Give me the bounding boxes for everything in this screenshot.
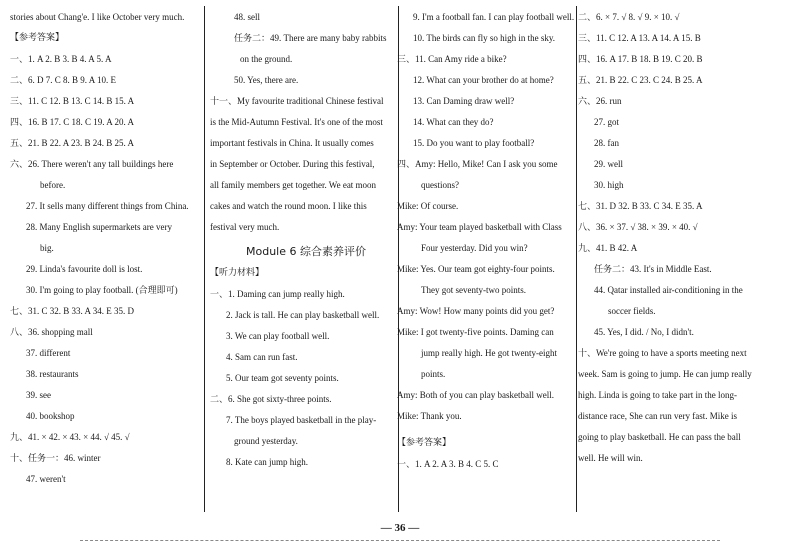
answer-line: 30. I'm going to play football. (合理即可) — [26, 285, 178, 295]
answer-line: 七、31. C 32. B 33. A 34. E 35. D — [10, 306, 135, 316]
section-header: 【参考答案】 — [397, 438, 452, 448]
answer-line: 44. Qatar installed air-conditioning in the — [594, 285, 743, 295]
listening-line: 14. What can they do? — [413, 117, 494, 127]
listening-line: 15. Do you want to play football? — [413, 138, 535, 148]
listening-line: 3. We can play football well. — [226, 331, 330, 341]
page-edge — [80, 540, 720, 542]
answer-line: 29. Linda's favourite doll is lost. — [26, 264, 143, 274]
answer-line: 八、36. shopping mall — [10, 327, 93, 337]
listening-line: 5. Our team got seventy points. — [226, 373, 339, 383]
listening-line: 8. Kate can jump high. — [226, 457, 308, 467]
listening-line: 13. Can Daming draw well? — [413, 96, 515, 106]
essay-line: important festivals in China. It usually comes — [210, 138, 374, 148]
answer-line: 40. bookshop — [26, 411, 75, 421]
dialogue-line: Amy: Both of you can play basketball well. — [397, 390, 554, 400]
listening-line: 二、6. She got sixty-three points. — [210, 394, 332, 404]
listening-line: 7. The boys played basketball in the play- — [226, 415, 377, 425]
dialogue-line: questions? — [421, 180, 459, 190]
column-divider-1 — [204, 6, 205, 512]
listening-line: 一、1. Daming can jump really high. — [210, 289, 345, 299]
dialogue-line: Amy: Wow! How many points did you get? — [397, 306, 555, 316]
answer-line: 38. restaurants — [26, 369, 79, 379]
answer-line: 三、11. C 12. B 13. C 14. B 15. A — [10, 96, 135, 106]
answer-line: 29. well — [594, 159, 623, 169]
answer-line: 三、11. C 12. A 13. A 14. A 15. B — [578, 33, 701, 43]
dialogue-line: Mike: I got twenty-five points. Daming can — [397, 327, 554, 337]
essay-line: festival very much. — [210, 222, 280, 232]
essay-line: 十一、My favourite traditional Chinese festival — [210, 96, 384, 106]
answer-line: 四、16. A 17. B 18. B 19. C 20. B — [578, 54, 703, 64]
listening-line: 9. I'm a football fan. I can play football well. — [413, 12, 575, 22]
dialogue-line: Four yesterday. Did you win? — [421, 243, 528, 253]
essay-line: well. He will win. — [578, 453, 643, 463]
answer-line: 47. weren't — [26, 474, 66, 484]
answer-line: 二、6. × 7. √ 8. √ 9. × 10. √ — [578, 12, 680, 22]
answer-line: 八、36. × 37. √ 38. × 39. × 40. √ — [578, 222, 698, 232]
answer-line: 48. sell — [234, 12, 260, 22]
section-header: 【参考答案】 — [10, 33, 65, 43]
essay-line: cakes and watch the round moon. I like this — [210, 201, 367, 211]
essay-line: high. Linda is going to take part in the long- — [578, 390, 737, 400]
essay-line: all family members get together. We eat moon — [210, 180, 377, 190]
dialogue-line: Amy: Your team played basketball with Class — [397, 222, 562, 232]
answer-line: 28. Many English supermarkets are very — [26, 222, 172, 232]
dialogue-line: Mike: Thank you. — [397, 411, 462, 421]
dialogue-line: Mike: Of course. — [397, 201, 459, 211]
essay-line: week. Sam is going to jump. He can jump really — [578, 369, 752, 379]
answer-line: 37. different — [26, 348, 71, 358]
column-3 — [397, 0, 577, 520]
answer-line: before. — [40, 180, 66, 190]
module-heading: Module 6 综合素养评价 — [246, 245, 366, 258]
essay-line: in September or October. During this festival, — [210, 159, 375, 169]
answer-line: 九、41. B 42. A — [578, 243, 638, 253]
answer-line: 一、1. A 2. A 3. B 4. C 5. C — [397, 459, 499, 469]
essay-line: is the Mid-Autumn Festival. It's one of the most — [210, 117, 383, 127]
answer-line: 27. got — [594, 117, 620, 127]
listening-line: 2. Jack is tall. He can play basketball well. — [226, 310, 380, 320]
column-2 — [210, 0, 402, 520]
listening-line: 10. The birds can fly so high in the sky. — [413, 33, 555, 43]
answer-line: 一、1. A 2. B 3. B 4. A 5. A — [10, 54, 112, 64]
listening-line: 4. Sam can run fast. — [226, 352, 298, 362]
listening-line: 三、11. Can Amy ride a bike? — [397, 54, 507, 64]
answer-line: 任务二：43. It's in Middle East. — [594, 264, 712, 274]
answer-line: 45. Yes, I did. / No, I didn't. — [594, 327, 694, 337]
dialogue-line: 四、Amy: Hello, Mike! Can I ask you some — [397, 159, 558, 169]
listening-line: 12. What can your brother do at home? — [413, 75, 554, 85]
answer-line: 任务二：49. There are many baby rabbits — [234, 33, 387, 43]
answer-line: big. — [40, 243, 54, 253]
answer-line: 30. high — [594, 180, 624, 190]
answer-line: soccer fields. — [608, 306, 656, 316]
column-1 — [10, 0, 202, 520]
answer-line: 五、21. B 22. C 23. C 24. B 25. A — [578, 75, 703, 85]
answer-line: 十、任务一：46. winter — [10, 453, 101, 463]
column-4 — [578, 0, 793, 520]
listening-line: ground yesterday. — [234, 436, 298, 446]
answer-line: 二、6. D 7. C 8. B 9. A 10. E — [10, 75, 117, 85]
essay-line: distance race, She can run very fast. Mike is — [578, 411, 737, 421]
dialogue-line: They got seventy-two points. — [421, 285, 526, 295]
answer-line: 四、16. B 17. C 18. C 19. A 20. A — [10, 117, 135, 127]
answer-line: 九、41. × 42. × 43. × 44. √ 45. √ — [10, 432, 130, 442]
page-number: — 36 — — [380, 522, 420, 534]
answer-line: 27. It sells many different things from China. — [26, 201, 189, 211]
answer-line: 五、21. B 22. A 23. B 24. B 25. A — [10, 138, 135, 148]
text-line: stories about Chang'e. I like October very much. — [10, 12, 185, 22]
answer-line: 39. see — [26, 390, 51, 400]
answer-line: 七、31. D 32. B 33. C 34. E 35. A — [578, 201, 703, 211]
dialogue-line: Mike: Yes. Our team got eighty-four points. — [397, 264, 555, 274]
answer-line: 六、26. There weren't any tall buildings here — [10, 159, 174, 169]
dialogue-line: points. — [421, 369, 446, 379]
answer-line: on the ground. — [240, 54, 293, 64]
essay-line: 十、We're going to have a sports meeting next — [578, 348, 747, 358]
dialogue-line: jump really high. He got twenty-eight — [421, 348, 557, 358]
answer-line: 六、26. run — [578, 96, 622, 106]
essay-line: going to play basketball. He can pass the ball — [578, 432, 741, 442]
answer-line: 50. Yes, there are. — [234, 75, 299, 85]
answer-line: 28. fan — [594, 138, 619, 148]
section-header: 【听力材料】 — [210, 268, 265, 278]
